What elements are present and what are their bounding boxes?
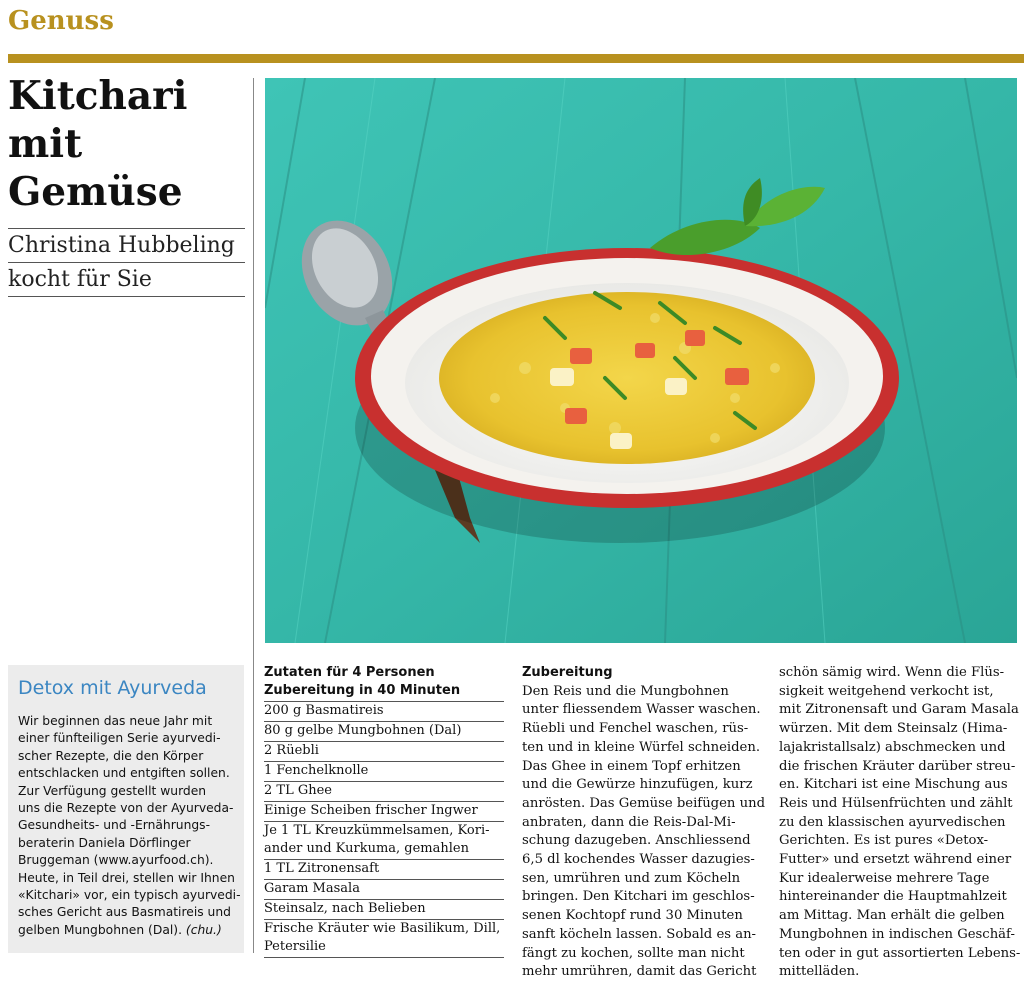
sidebar-line: Zur Verfügung gestellt wurden xyxy=(18,783,207,798)
ingredient-item: 80 g gelbe Mungbohnen (Dal) xyxy=(264,722,504,742)
preparation-line: mehr umrühren, damit das Gericht xyxy=(522,964,757,980)
ingredient-item: Je 1 TL Kreuzkümmelsamen, Kori- ander und Kurkuma, gemahlen xyxy=(264,822,504,860)
sidebar-box xyxy=(8,665,244,953)
sidebar-line: sches Gericht aus Basmatireis und xyxy=(18,905,231,920)
sidebar-credit: (chu.) xyxy=(185,922,222,937)
sidebar-line: uns die Rezepte von der Ayurveda- xyxy=(18,801,234,816)
preparation-line: und die Gewürze hinzufügen, kurz xyxy=(522,777,753,793)
preparation-line: die frischen Kräuter darüber streu- xyxy=(779,758,1016,774)
ingredients-heading-servings: Zutaten für 4 Personen xyxy=(264,665,435,680)
sidebar-line: scher Rezepte, die den Körper xyxy=(18,748,204,763)
headline-line: mit xyxy=(8,121,83,167)
headline xyxy=(8,72,248,216)
preparation-line: 6,5 dl kochendes Wasser dazugies- xyxy=(522,852,755,868)
ingredients-heading xyxy=(264,664,504,702)
preparation-line: sen, umrühren und zum Köcheln xyxy=(522,870,741,886)
preparation-line: anrösten. Das Gemüse beifügen und xyxy=(522,795,766,811)
sidebar-line: Wir beginnen das neue Jahr mit xyxy=(18,714,213,728)
ingredient-item: 1 Fenchelknolle xyxy=(264,762,504,782)
preparation-line: Kur idealerweise mehrere Tage xyxy=(779,870,990,886)
preparation-line: zu den klassischen ayurvedischen xyxy=(779,814,1006,830)
preparation-line: Reis und Hülsenfrüchten und zählt xyxy=(779,795,1013,811)
ingredient-item: Garam Masala xyxy=(264,880,504,900)
preparation-column-2 xyxy=(779,664,1021,982)
section-rule xyxy=(8,54,1024,63)
ingredient-item: 2 TL Ghee xyxy=(264,782,504,802)
preparation-line: Gerichten. Es ist pures «Detox- xyxy=(779,833,989,849)
preparation-line: sanft köcheln lassen. Sobald es an- xyxy=(522,926,757,942)
ingredient-item: 200 g Basmatireis xyxy=(264,702,504,722)
sidebar-line: «Kitchari» vor, ein typisch ayurvedi- xyxy=(18,888,241,903)
headline-line: Kitchari xyxy=(8,73,188,119)
preparation-line: anbraten, dann die Reis-Dal-Mi- xyxy=(522,814,736,830)
ingredient-item: Einige Scheiben frischer Ingwer xyxy=(264,802,504,822)
preparation-line: würzen. Mit dem Steinsalz (Hima- xyxy=(779,721,1008,737)
preparation-column-1 xyxy=(522,664,766,982)
preparation-line: bringen. Den Kitchari im geschlos- xyxy=(522,889,755,905)
preparation-line: schön sämig wird. Wenn die Flüs- xyxy=(779,665,1005,680)
preparation-line: mit Zitronensaft und Garam Masala xyxy=(779,702,1019,718)
ingredients-list xyxy=(264,664,504,958)
ingredients-heading-time: Zubereitung in 40 Minuten xyxy=(264,683,461,698)
author-byline xyxy=(8,228,245,297)
preparation-line: schung dazugeben. Anschliessend xyxy=(522,833,751,849)
sidebar-text xyxy=(18,713,241,939)
preparation-line: am Mittag. Man erhält die gelben xyxy=(779,908,1005,924)
preparation-line: mittelläden. xyxy=(779,964,860,980)
sidebar-title: Detox mit Ayurveda xyxy=(18,677,207,699)
sidebar-line: Bruggeman (www.ayurfood.ch). xyxy=(18,853,214,868)
sidebar-line: Heute, in Teil drei, stellen wir Ihnen xyxy=(18,870,235,885)
section-label: Genuss xyxy=(8,6,114,36)
column-divider xyxy=(253,78,254,953)
preparation-line: Futter» und ersetzt während einer xyxy=(779,852,1012,868)
preparation-line: unter fliessendem Wasser waschen. xyxy=(522,702,761,718)
sidebar-line: gelben Mungbohnen (Dal). xyxy=(18,922,182,937)
preparation-line: Den Reis und die Mungbohnen xyxy=(522,683,729,699)
preparation-line: fängt zu kochen, sollte man nicht xyxy=(522,945,745,961)
preparation-line: Mungbohnen in indischen Geschäf- xyxy=(779,926,1015,942)
preparation-line: sigkeit weitgehend verkocht ist, xyxy=(779,683,994,699)
headline-line: Gemüse xyxy=(8,169,183,215)
preparation-heading: Zubereitung xyxy=(522,665,613,680)
kitchari-bowl-illustration xyxy=(265,78,1017,643)
preparation-line: ten und in kleine Würfel schneiden. xyxy=(522,739,761,755)
preparation-line: senen Kochtopf rund 30 Minuten xyxy=(522,908,743,924)
sidebar-line: Gesundheits- und -Ernährungs- xyxy=(18,818,211,833)
sidebar-line-last xyxy=(18,922,238,939)
ingredient-item: Frische Kräuter wie Basilikum, Dill, Petersilie xyxy=(264,920,504,958)
preparation-line: lajakristallsalz) abschmecken und xyxy=(779,739,1006,755)
dish-photo xyxy=(265,78,1017,643)
preparation-line: ten oder in gut assortierten Lebens- xyxy=(779,945,1021,961)
ingredient-item: Steinsalz, nach Belieben xyxy=(264,900,504,920)
preparation-line: Das Ghee in einem Topf erhitzen xyxy=(522,758,741,774)
preparation-line: Rüebli und Fenchel waschen, rüs- xyxy=(522,721,749,737)
author-name: Christina Hubbeling xyxy=(8,228,245,262)
sidebar-line: entschlacken und entgiften sollen. xyxy=(18,766,230,781)
preparation-line: hintereinander die Hauptmahlzeit xyxy=(779,889,1007,905)
ingredient-item: 2 Rüebli xyxy=(264,742,504,762)
sidebar-line: beraterin Daniela Dörflinger xyxy=(18,835,191,850)
preparation-line: en. Kitchari ist eine Mischung aus xyxy=(779,777,1008,793)
sidebar-line: einer fünfteiligen Serie ayurvedi- xyxy=(18,731,221,746)
ingredient-item: 1 TL Zitronensaft xyxy=(264,860,504,880)
author-tagline: kocht für Sie xyxy=(8,262,245,297)
